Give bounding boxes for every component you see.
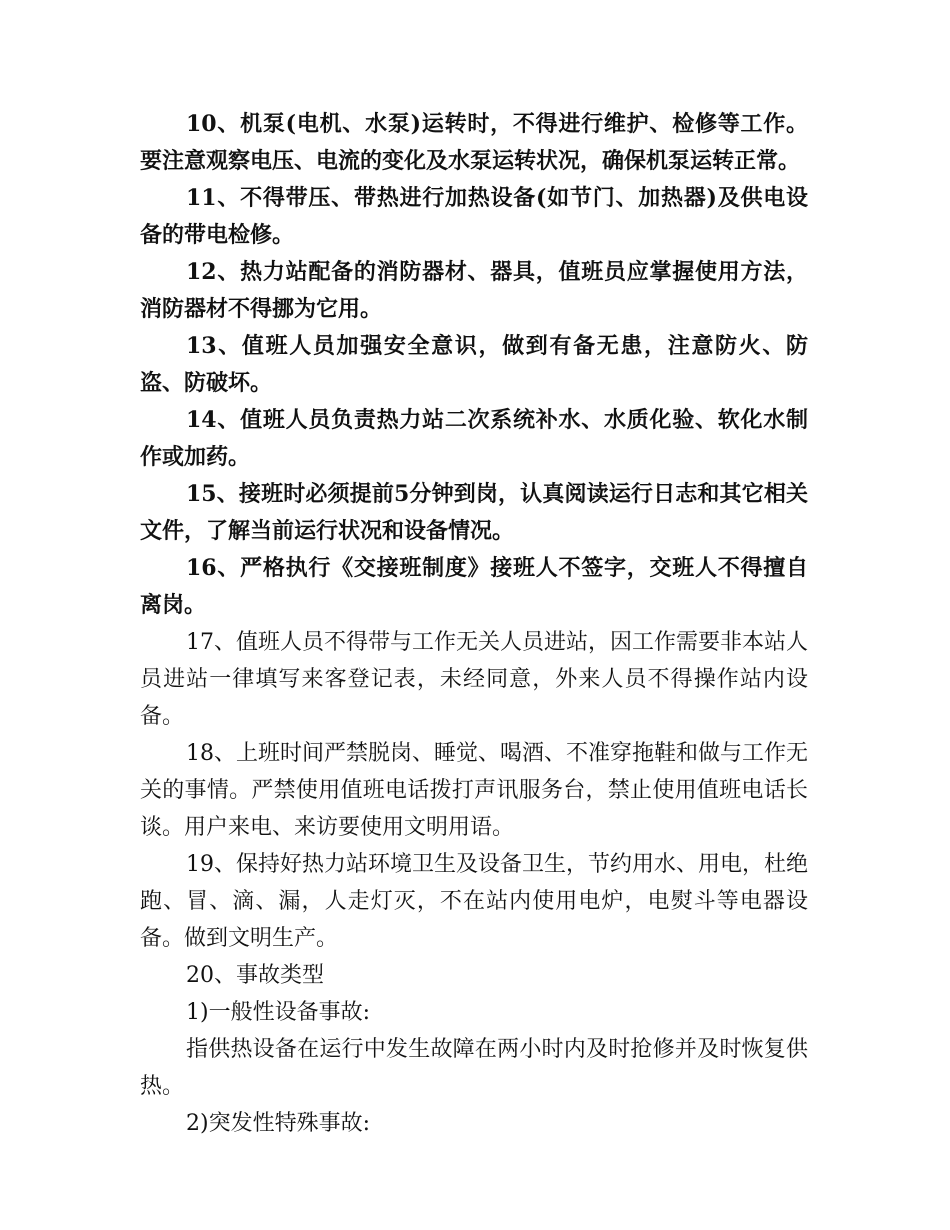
- paragraph-item-14: 14、值班人员负责热力站二次系统补水、水质化验、软化水制作或加药。: [140, 407, 808, 470]
- paragraph-item-16: 16、严格执行《交接班制度》接班人不签字，交班人不得擅自离岗。: [140, 555, 808, 618]
- document-body: [140, 106, 808, 1142]
- paragraph-general-accident-definition: 指供热设备在运行中发生故障在两小时内及时抢修并及时恢复供热。: [140, 1037, 808, 1099]
- paragraph-item-10: 10、机泵(电机、水泵)运转时，不得进行维护、检修等工作。要注意观察电压、电流的变化及水泵运转状况，确保机泵运转正常。: [140, 111, 808, 174]
- section-heading-accident-types: 20、事故类型: [186, 963, 324, 988]
- subheading-general-accident: 1)一般性设备事故:: [186, 1000, 370, 1025]
- paragraph-item-11: 11、不得带压、带热进行加热设备(如节门、加热器)及供电设备的带电检修。: [140, 185, 808, 248]
- paragraph-item-12: 12、热力站配备的消防器材、器具，值班员应掌握使用方法，消防器材不得挪为它用。: [140, 259, 808, 322]
- paragraph-item-18: 18、上班时间严禁脱岗、睡觉、喝酒、不准穿拖鞋和做与工作无关的事情。严禁使用值班电话拨打声讯服务台，禁止使用值班电话长谈。用户来电、来访要使用文明用语。: [140, 741, 808, 840]
- paragraph-item-19: 19、保持好热力站环境卫生及设备卫生，节约用水、用电，杜绝跑、冒、滴、漏，人走灯灭，不在站内使用电炉，电熨斗等电器设备。做到文明生产。: [140, 852, 808, 951]
- paragraph-item-17: 17、值班人员不得带与工作无关人员进站，因工作需要非本站人员进站一律填写来客登记表，未经同意，外来人员不得操作站内设备。: [140, 630, 808, 729]
- subheading-sudden-accident: 2)突发性特殊事故:: [186, 1111, 370, 1136]
- paragraph-item-13: 13、值班人员加强安全意识，做到有备无患，注意防火、防盗、防破坏。: [140, 333, 808, 396]
- paragraph-item-15: 15、接班时必须提前5分钟到岗，认真阅读运行日志和其它相关文件，了解当前运行状况和设备情况。: [140, 481, 808, 544]
